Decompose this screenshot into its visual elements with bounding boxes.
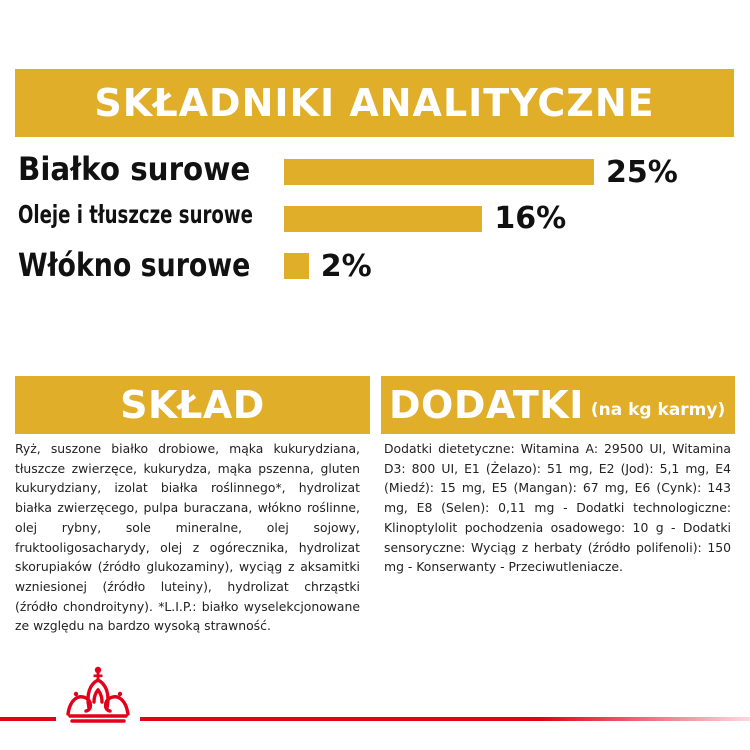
nutrient-bar-fat [284, 206, 482, 232]
additives-text: Dodatki dietetyczne: Witamina A: 29500 UI, Witamina D3: 800 UI, E1 (Żelazo): 51 mg, E2 (Jod): 5,1 mg, E4 (Miedź): 15 mg, E5 (Mangan): 67 mg, E6 (Cynk): 143 mg, E8 (Selen): 0,11 mg - Dodatki technologiczne: Klinoptylolit pochodzenia osadowego: 10 g - Dodatki sensoryczne: Wyciąg z herbaty (źródło polifenoli): 150 mg - Konserwanty - Przeciwutleniacze. [384, 441, 731, 575]
nutrient-value-fat: 16% [494, 201, 567, 236]
composition-title: SKŁAD [120, 383, 265, 427]
analytical-title: SKŁADNIKI ANALITYCZNE [94, 81, 655, 125]
nutrient-value-fibre: 2% [320, 249, 372, 284]
additives-subtitle: (na kg karmy) [590, 400, 726, 420]
analytical-header [15, 69, 734, 137]
nutrient-label-fibre: Włókno surowe [18, 246, 251, 284]
nutrient-bar-fibre [284, 253, 309, 279]
additives-header [381, 376, 735, 434]
nutrient-label-fat: Oleje i tłuszcze surowe [18, 200, 253, 229]
nutrient-bar-protein [284, 159, 594, 185]
nutrient-label-protein: Białko surowe [18, 150, 251, 188]
additives-title: DODATKI [389, 383, 584, 427]
nutrient-value-protein: 25% [606, 155, 678, 190]
composition-header [15, 376, 370, 434]
composition-text: Ryż, suszone białko drobiowe, mąka kukurydziana, tłuszcze zwierzęce, kukurydza, mąka pszenna, gluten kukurydziany, izolat białka roślinnego*, hydrolizat białka zwierzęcego, pulpa buraczana, włókno roślinne, olej rybny, sole mineralne, olej sojowy, fruktooligosacharydy, olej z ogórecznika, hydrolizat skorupiaków (źródło glukozaminy), wyciąg z aksamitki wzniesionej (źródło luteiny), hydrolizat chrząstki (źródło chondroityny). *L.I.P.: białko wyselekcjonowane ze względu na bardzo wysoką strawność. [15, 441, 360, 634]
royal-crown-icon [56, 660, 140, 726]
